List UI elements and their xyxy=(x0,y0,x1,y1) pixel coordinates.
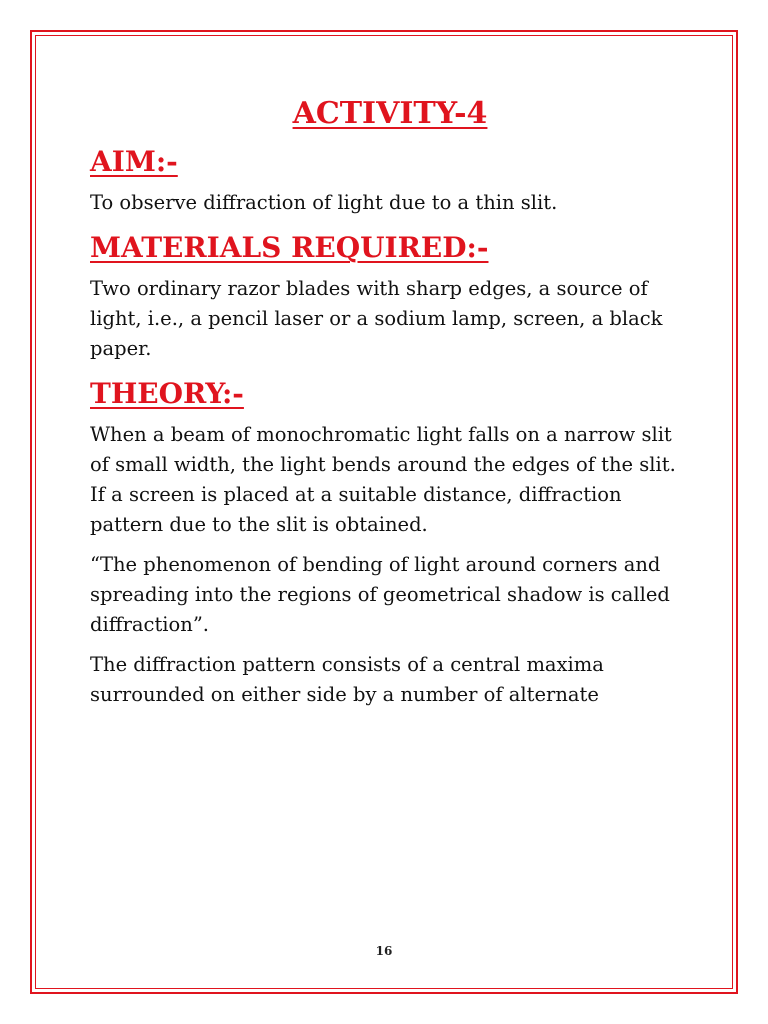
aim-heading-text: AIM:- xyxy=(90,145,178,178)
materials-heading xyxy=(90,228,690,268)
theory-heading-text: THEORY:- xyxy=(90,377,244,410)
materials-text: Two ordinary razor blades with sharp edges, a source of light, i.e., a pencil laser or a sodium lamp, screen, a black paper. xyxy=(90,277,663,360)
page-content xyxy=(90,92,690,720)
page-title-text: ACTIVITY-4 xyxy=(292,96,488,131)
materials-heading-text: MATERIALS REQUIRED:- xyxy=(90,231,489,264)
theory-heading xyxy=(90,374,690,414)
aim-text: To observe diffraction of light due to a thin slit. xyxy=(90,191,558,214)
theory-paragraph-1: When a beam of monochromatic light falls on a narrow slit of small width, the light bends around the edges of the slit. If a screen is placed at a suitable distance, diffraction pattern due to the slit is obtained. xyxy=(90,423,676,536)
page-number: 16 xyxy=(375,944,393,958)
theory-paragraph-2: “The phenomenon of bending of light around corners and spreading into the regions of geometrical shadow is called diffraction”. xyxy=(90,553,670,636)
page-title xyxy=(90,92,690,136)
theory-paragraph-3: The diffraction pattern consists of a central maxima surrounded on either side by a number of alternate xyxy=(90,653,604,706)
aim-heading xyxy=(90,142,690,182)
